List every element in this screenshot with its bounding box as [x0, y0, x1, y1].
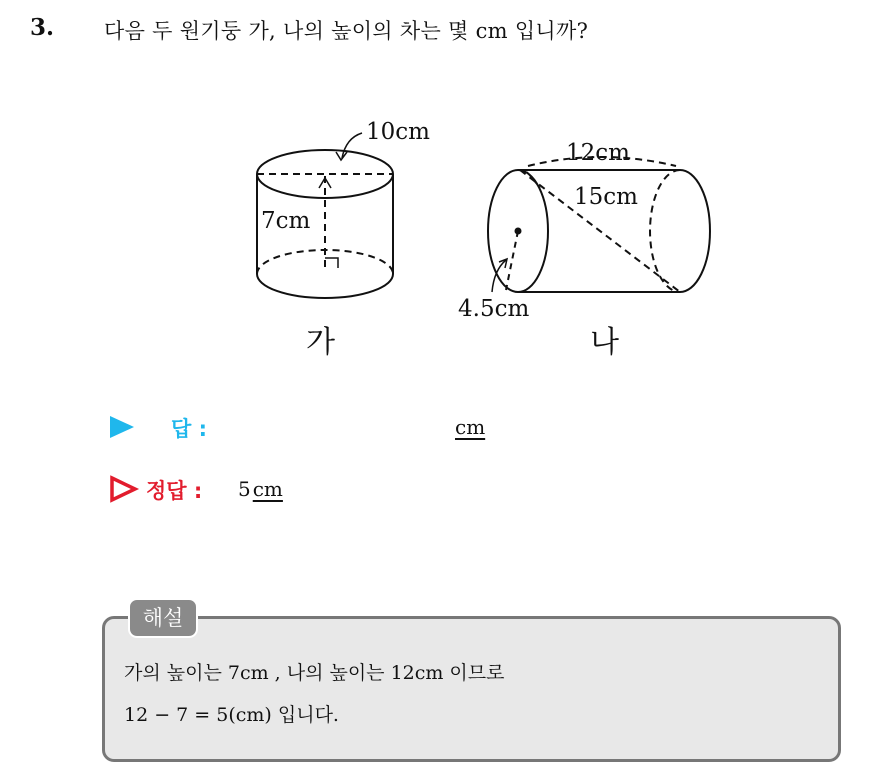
cylinder-b-center-dot [515, 228, 522, 235]
solution-line-1: 가의 높이는 7cm , 나의 높이는 12cm 이므로 [124, 662, 505, 684]
outline-play-icon [108, 474, 140, 504]
play-icon [110, 416, 134, 438]
answer-unit: cm [455, 415, 486, 439]
correct-answer-unit: cm [252, 477, 283, 501]
cylinder-b-diagonal-label: 15cm [574, 184, 638, 210]
question-number: 3. [30, 14, 55, 41]
cylinder-b-radius-label: 4.5cm [458, 296, 530, 322]
cylinder-b-length-label: 12cm [566, 140, 630, 166]
question-text: 다음 두 원기둥 가, 나의 높이의 차는 몇 cm 입니까? [104, 19, 589, 43]
answer-row [108, 410, 528, 444]
answer-label: 답 : [171, 417, 207, 441]
correct-answer-number: 5 [238, 477, 251, 501]
cylinder-b-name-label: 나 [590, 325, 619, 360]
cylinder-b [488, 157, 710, 292]
correct-answer-label: 정답 : [146, 479, 203, 503]
solution-tag: 해설 [128, 598, 198, 638]
solution-line-2: 12 − 7 = 5(cm) 입니다. [124, 704, 339, 726]
cylinder-a-name-label: 가 [306, 325, 335, 360]
solution-box [102, 616, 841, 762]
cylinders-figure [0, 0, 884, 380]
correct-answer-value [238, 477, 283, 501]
cylinder-a-diameter-label: 10cm [366, 119, 430, 145]
correct-answer-row [108, 472, 528, 506]
cylinder-a-height-label: 7cm [261, 208, 311, 234]
